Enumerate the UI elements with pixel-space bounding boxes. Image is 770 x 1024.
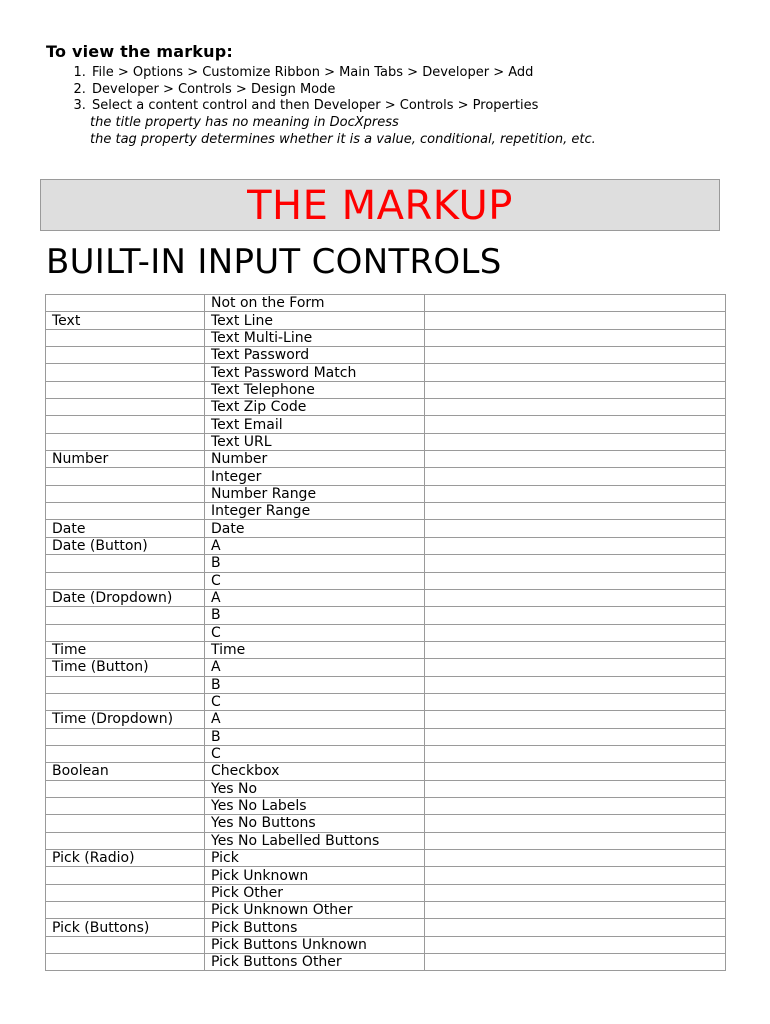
category-cell: Date (Dropdown) [46, 589, 205, 606]
category-cell [46, 693, 205, 710]
table-row [46, 850, 726, 867]
control-cell: Text URL [205, 433, 425, 450]
control-cell: Yes No Buttons [205, 815, 425, 832]
control-cell: Text Multi-Line [205, 329, 425, 346]
markup-cell [425, 572, 726, 589]
category-cell: Time [46, 641, 205, 658]
markup-cell [425, 884, 726, 901]
markup-cell [425, 815, 726, 832]
category-cell: Text [46, 312, 205, 329]
category-cell [46, 624, 205, 641]
control-cell: Yes No Labels [205, 797, 425, 814]
markup-cell [425, 797, 726, 814]
table-row [46, 589, 726, 606]
instructions-heading: To view the markup: [46, 42, 233, 61]
category-cell [46, 485, 205, 502]
markup-cell [425, 693, 726, 710]
table-row [46, 815, 726, 832]
markup-banner [40, 179, 720, 231]
markup-cell [425, 503, 726, 520]
category-cell: Pick (Radio) [46, 850, 205, 867]
category-cell [46, 381, 205, 398]
instruction-step: 2. Developer > Controls > Design Mode [90, 82, 736, 99]
control-cell: Integer Range [205, 503, 425, 520]
control-cell: Pick Other [205, 884, 425, 901]
control-cell: C [205, 745, 425, 762]
category-cell: Date [46, 520, 205, 537]
table-row [46, 954, 726, 971]
category-cell [46, 555, 205, 572]
category-cell [46, 728, 205, 745]
table-row [46, 312, 726, 329]
table-row [46, 537, 726, 554]
control-cell: A [205, 589, 425, 606]
table-row [46, 902, 726, 919]
markup-cell [425, 537, 726, 554]
table-row [46, 884, 726, 901]
control-cell: Integer [205, 468, 425, 485]
control-cell: Yes No Labelled Buttons [205, 832, 425, 849]
category-cell [46, 607, 205, 624]
category-cell [46, 780, 205, 797]
control-cell: Pick Unknown [205, 867, 425, 884]
markup-cell [425, 902, 726, 919]
category-cell [46, 954, 205, 971]
category-cell [46, 815, 205, 832]
markup-cell [425, 780, 726, 797]
instructions-block [46, 42, 736, 149]
control-cell: Text Telephone [205, 381, 425, 398]
control-cell: C [205, 624, 425, 641]
table-row [46, 572, 726, 589]
control-cell: A [205, 659, 425, 676]
markup-cell [425, 867, 726, 884]
category-cell: Boolean [46, 763, 205, 780]
banner-title: THE MARKUP [247, 183, 513, 229]
category-cell [46, 329, 205, 346]
category-cell: Date (Button) [46, 537, 205, 554]
markup-cell [425, 919, 726, 936]
markup-cell [425, 347, 726, 364]
control-cell: A [205, 537, 425, 554]
table-row [46, 485, 726, 502]
markup-cell [425, 468, 726, 485]
category-cell [46, 745, 205, 762]
control-cell: B [205, 728, 425, 745]
category-cell [46, 503, 205, 520]
control-cell: Pick Buttons [205, 919, 425, 936]
table-row [46, 659, 726, 676]
control-cell: Text Email [205, 416, 425, 433]
markup-cell [425, 381, 726, 398]
markup-cell [425, 451, 726, 468]
instruction-note: the tag property determines whether it is a value, conditional, repetition, etc. [90, 131, 596, 147]
table-row [46, 329, 726, 346]
table-row [46, 763, 726, 780]
category-cell [46, 902, 205, 919]
markup-cell [425, 399, 726, 416]
markup-cell [425, 364, 726, 381]
table-row [46, 555, 726, 572]
control-cell: Number Range [205, 485, 425, 502]
table-row [46, 347, 726, 364]
markup-cell [425, 936, 726, 953]
category-cell [46, 433, 205, 450]
category-cell [46, 676, 205, 693]
category-cell [46, 797, 205, 814]
markup-cell [425, 676, 726, 693]
control-cell: Not on the Form [205, 295, 425, 312]
control-cell: C [205, 693, 425, 710]
control-cell: Pick Buttons Other [205, 954, 425, 971]
control-cell: Pick Buttons Unknown [205, 936, 425, 953]
table-row [46, 503, 726, 520]
category-cell: Time (Dropdown) [46, 711, 205, 728]
table-row [46, 295, 726, 312]
markup-cell [425, 416, 726, 433]
table-row [46, 381, 726, 398]
markup-cell [425, 329, 726, 346]
table-row [46, 936, 726, 953]
markup-cell [425, 711, 726, 728]
category-cell [46, 936, 205, 953]
category-cell [46, 832, 205, 849]
control-cell: C [205, 572, 425, 589]
control-cell: B [205, 607, 425, 624]
markup-cell [425, 659, 726, 676]
section-title: BUILT-IN INPUT CONTROLS [46, 242, 502, 282]
table-row [46, 451, 726, 468]
category-cell [46, 416, 205, 433]
instructions-steps [46, 65, 736, 115]
markup-cell [425, 763, 726, 780]
control-cell: Text Line [205, 312, 425, 329]
category-cell [46, 884, 205, 901]
table-row [46, 867, 726, 884]
markup-cell [425, 589, 726, 606]
category-cell [46, 347, 205, 364]
category-cell [46, 364, 205, 381]
markup-cell [425, 728, 726, 745]
table-row [46, 399, 726, 416]
instruction-step: 3. Select a content control and then Developer > Controls > Properties [90, 98, 736, 115]
input-controls-table [45, 294, 726, 971]
markup-cell [425, 607, 726, 624]
markup-cell [425, 520, 726, 537]
table-row [46, 641, 726, 658]
table-row [46, 468, 726, 485]
table-row [46, 607, 726, 624]
control-cell: Text Password Match [205, 364, 425, 381]
markup-cell [425, 295, 726, 312]
category-cell: Time (Button) [46, 659, 205, 676]
control-cell: Date [205, 520, 425, 537]
category-cell [46, 867, 205, 884]
control-cell: Time [205, 641, 425, 658]
control-cell: B [205, 676, 425, 693]
instruction-step: 1. File > Options > Customize Ribbon > Main Tabs > Developer > Add [90, 65, 736, 82]
table-row [46, 919, 726, 936]
instruction-note: the title property has no meaning in DocXpress [90, 115, 399, 131]
category-cell: Number [46, 451, 205, 468]
table-row [46, 624, 726, 641]
table-row [46, 520, 726, 537]
markup-cell [425, 624, 726, 641]
markup-cell [425, 312, 726, 329]
table-row [46, 780, 726, 797]
category-cell: Pick (Buttons) [46, 919, 205, 936]
control-cell: Text Zip Code [205, 399, 425, 416]
category-cell [46, 468, 205, 485]
control-cell: Checkbox [205, 763, 425, 780]
markup-cell [425, 433, 726, 450]
table-row [46, 364, 726, 381]
control-cell: Text Password [205, 347, 425, 364]
control-cell: Pick [205, 850, 425, 867]
table-row [46, 832, 726, 849]
table-row [46, 433, 726, 450]
table-row [46, 676, 726, 693]
markup-cell [425, 850, 726, 867]
control-cell: B [205, 555, 425, 572]
table-row [46, 797, 726, 814]
markup-cell [425, 641, 726, 658]
markup-cell [425, 485, 726, 502]
markup-cell [425, 555, 726, 572]
control-cell: Pick Unknown Other [205, 902, 425, 919]
table-row [46, 728, 726, 745]
table-row [46, 745, 726, 762]
markup-cell [425, 745, 726, 762]
category-cell [46, 399, 205, 416]
table-row [46, 711, 726, 728]
category-cell [46, 572, 205, 589]
table-row [46, 416, 726, 433]
control-cell: Yes No [205, 780, 425, 797]
table-row [46, 693, 726, 710]
markup-cell [425, 832, 726, 849]
control-cell: A [205, 711, 425, 728]
input-controls-table-body [46, 295, 726, 971]
control-cell: Number [205, 451, 425, 468]
category-cell [46, 295, 205, 312]
markup-cell [425, 954, 726, 971]
